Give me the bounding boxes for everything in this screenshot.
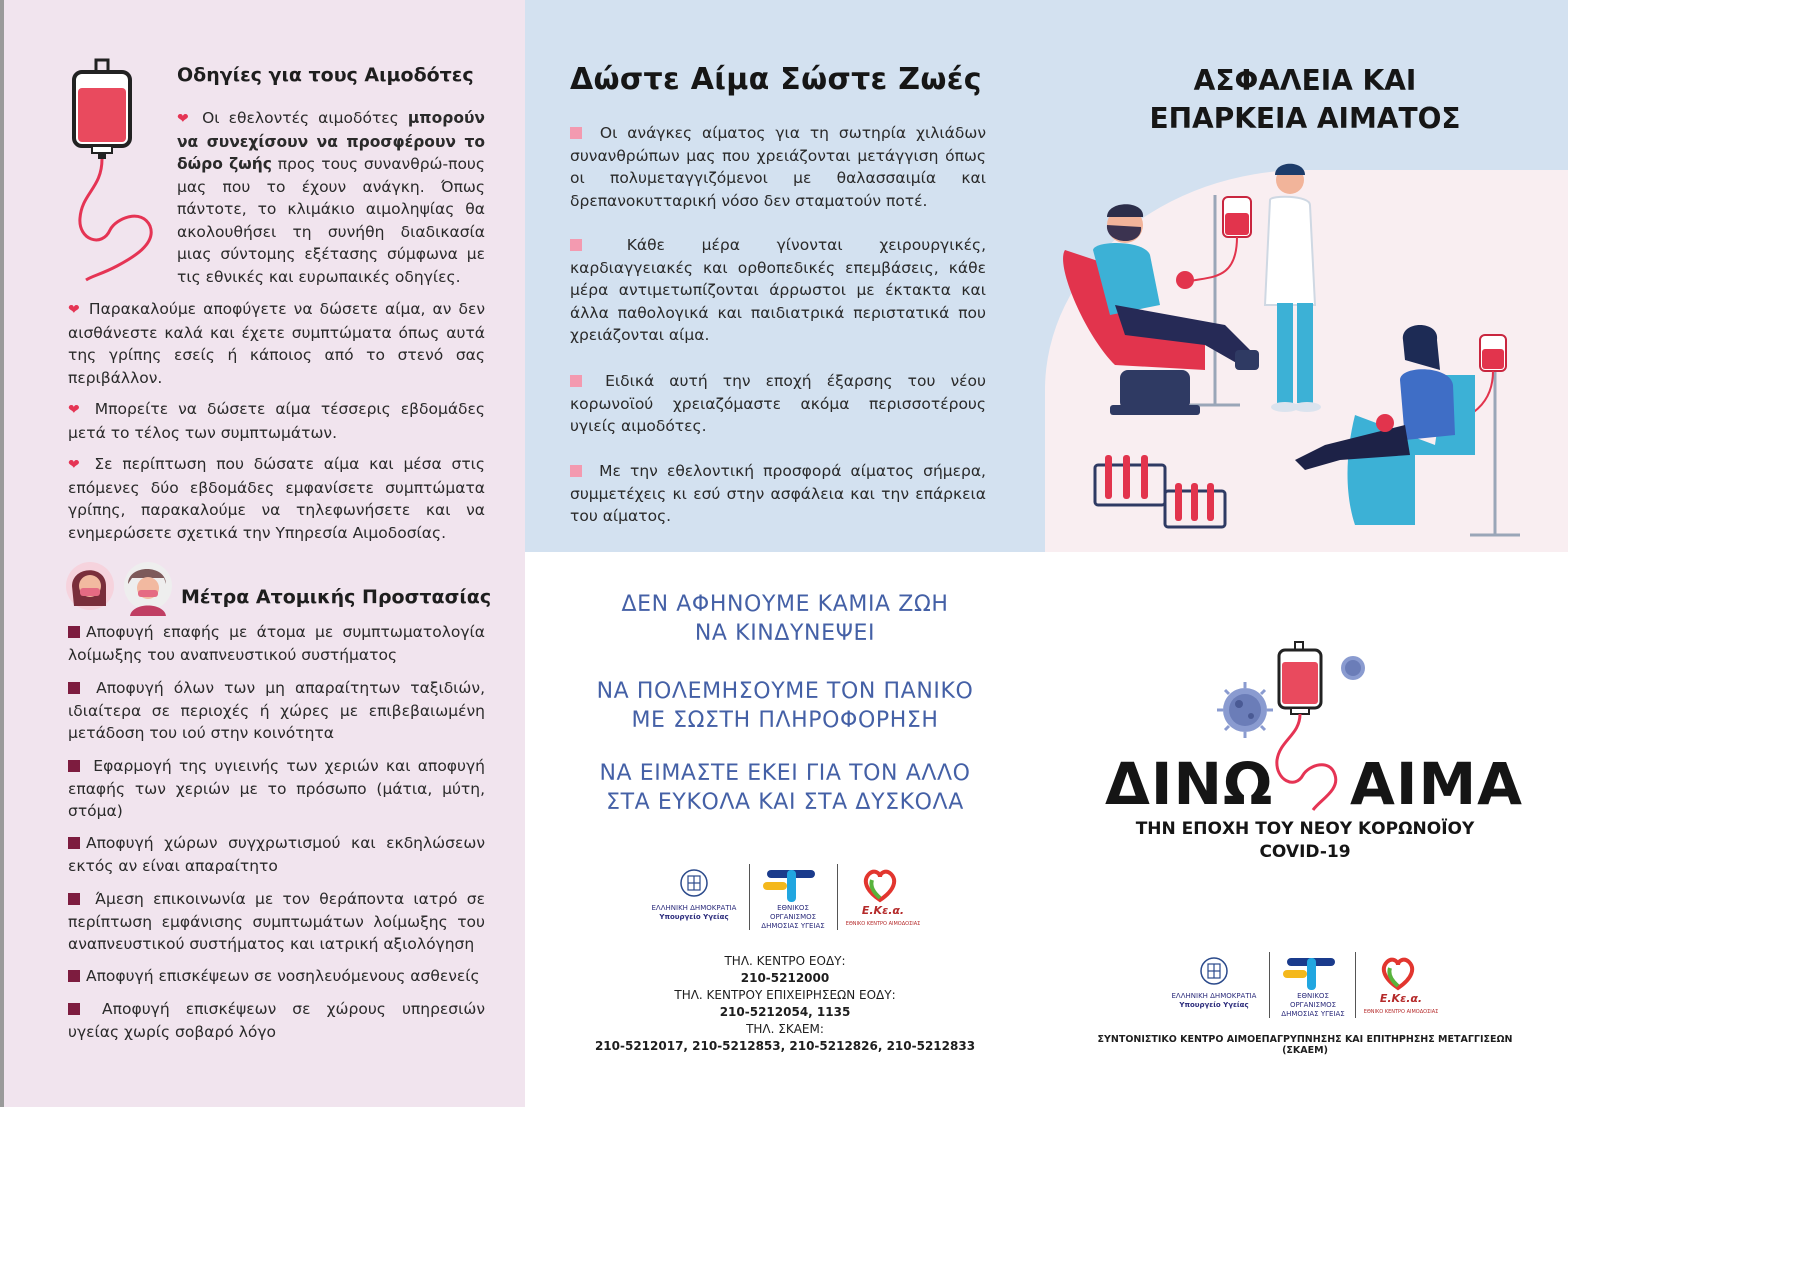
logo-divider xyxy=(1355,952,1356,1018)
greek-emblem-icon xyxy=(679,868,709,898)
contact-block: ΤΗΛ. ΚΕΝΤΡΟ ΕΟΔΥ: 210-5212000 ΤΗΛ. ΚΕΝΤΡΟΥ ΕΠΙΧΕΙΡΗΣΕΩΝ ΕΟΔΥ: 210-5212054, 1135 ΤΗΛ. ΣΚΑΕΜ: 210-5212017, 210-5212853, 210-5212826, 210-5212833 xyxy=(594,954,976,1053)
blood-donation-illustration xyxy=(1055,155,1555,545)
eody-logo-icon xyxy=(1283,956,1339,990)
protection-item-2: Αποφυγή όλων των μη απαραίτητων ταξιδιών, ιδιαίτερα σε περιοχές ή χώρες με επιβεβαιωμένη μετάδοση του ιού στην κοινότητα xyxy=(68,679,485,742)
protection-item-4: Αποφυγή χώρων συγχρωτισμού και εκδηλώσεων εκτός αν είναι απαραίτητο xyxy=(68,834,485,875)
ekea-logo-icon xyxy=(1379,954,1417,992)
donor-guidelines-heading: Οδηγίες για τους Αιμοδότες xyxy=(177,64,474,86)
logo-divider xyxy=(749,864,750,930)
donor-paragraph-2: ❤ Παρακαλούμε αποφύγετε να δώσετε αίμα, αν δεν αισθάνεστε καλά και έχετε συμπτώματα όπως αυτά της γρίπης εσείς ή κάποιος από το στενό σας περιβάλλον. xyxy=(68,300,485,387)
partner-logos-right xyxy=(1165,950,1445,1022)
ekea-logo-name: Ε.Κε.α. xyxy=(861,904,905,917)
greek-emblem-icon xyxy=(1199,956,1229,986)
slogan-2: ΝΑ ΠΟΛΕΜΗΣΟΥΜΕ ΤΟΝ ΠΑΝΙΚΟ ΜΕ ΣΩΣΤΗ ΠΛΗΡΟΦΟΡΗΣΗ xyxy=(596,679,974,733)
ekea-logo-text: ΕΘΝΙΚΟ ΚΕΝΤΡΟ ΑΙΜΟΔΟΣΙΑΣ xyxy=(1363,1009,1439,1015)
ministry-logo-text: ΕΛΛΗΝΙΚΗ ΔΗΜΟΚΡΑΤΙΑ Υπουργείο Υγείας xyxy=(1171,992,1257,1009)
eody-logo-text: ΕΘΝΙΚΟΣ ΟΡΓΑΝΙΣΜΟΣ ΔΗΜΟΣΙΑΣ ΥΓΕΙΑΣ xyxy=(1281,992,1345,1018)
middle-title: Δώστε Αίμα Σώστε Ζωές xyxy=(570,62,982,97)
protection-item-1: Αποφυγή επαφής με άτομα με συμπτωματολογία λοίμωξης του αναπνευστικού συστήματος xyxy=(68,623,485,664)
ekea-logo-icon xyxy=(861,866,899,904)
protection-item-3: Εφαρμογή της υγιεινής των χεριών και αποφυγή επαφής των χεριών με το πρόσωπο (μάτια, μύτη, στόμα) xyxy=(68,757,485,820)
protection-item-6: Αποφυγή επισκέψεων σε νοσηλευόμενους ασθενείς xyxy=(68,965,485,988)
pink-square-bullet xyxy=(570,127,582,139)
middle-paragraph-2: Κάθε μέρα γίνονται χειρουργικές, καρδιαγγειακές και ορθοπεδικές επεμβάσεις, κάθε μέρα αντιμετωπίζονται άρρωστοι με έκτακτα και άλλα παθολογικά και παιδιατρικά περιστατικά που χρειάζονται αίμα. xyxy=(570,236,986,344)
slogan-3: ΝΑ ΕΙΜΑΣΤΕ ΕΚΕΙ ΓΙΑ ΤΟΝ ΑΛΛΟ ΣΤΑ ΕΥΚΟΛΑ ΚΑΙ ΣΤΑ ΔΥΣΚΟΛΑ xyxy=(599,761,971,815)
masked-people-icon xyxy=(66,556,172,616)
eody-logo-icon xyxy=(763,868,819,902)
heart-icon: ❤ xyxy=(177,111,193,127)
square-bullet xyxy=(68,760,80,772)
page-edge xyxy=(0,0,4,1107)
brand-word-right: ΑΙΜΑ xyxy=(1350,750,1524,818)
pink-square-bullet xyxy=(570,465,582,477)
protection-item-7: Αποφυγή επισκέψεων σε χώρους υπηρεσιών υγείας χωρίς σοβαρό λόγο xyxy=(68,1000,485,1041)
square-bullet xyxy=(68,837,80,849)
heart-icon: ❤ xyxy=(68,402,85,418)
square-bullet xyxy=(68,626,80,638)
square-bullet xyxy=(68,893,80,905)
ekea-logo-name: Ε.Κε.α. xyxy=(1379,992,1423,1005)
square-bullet xyxy=(68,682,80,694)
square-bullet xyxy=(68,1003,80,1015)
eody-logo-text: ΕΘΝΙΚΟΣ ΟΡΓΑΝΙΣΜΟΣ ΔΗΜΟΣΙΑΣ ΥΓΕΙΑΣ xyxy=(761,904,825,930)
logo-divider xyxy=(837,864,838,930)
ministry-logo-text: ΕΛΛΗΝΙΚΗ ΔΗΜΟΚΡΑΤΙΑ Υπουργείο Υγείας xyxy=(651,904,737,921)
right-title: ΑΣΦΑΛΕΙΑ ΚΑΙ ΕΠΑΡΚΕΙΑ ΑΙΜΑΤΟΣ xyxy=(1149,64,1461,135)
donor-paragraph-3: ❤ Μπορείτε να δώσετε αίμα τέσσερις εβδομάδες μετά το τέλος των συμπτωμάτων. xyxy=(68,400,486,442)
heart-icon: ❤ xyxy=(68,457,85,473)
blood-bag-icon xyxy=(62,58,162,283)
protection-item-5: Άμεση επικοινωνία με τον θεράποντα ιατρό σε περίπτωση εμφάνισης συμπτωμάτων λοίμωξης του αναπνευστικού συστήματος και ιατρική αξιολόγηση xyxy=(68,890,485,953)
middle-paragraph-3: Ειδικά αυτή την εποχή έξαρσης του νέου κορωνοϊού χρειαζόμαστε ακόμα περισσοτέρους υγιείς αιμοδότες. xyxy=(570,372,986,435)
brand-word-left: ΔΙΝΩ xyxy=(1105,750,1274,818)
slogan-1: ΔΕΝ ΑΦΗΝΟΥΜΕ ΚΑΜΙΑ ΖΩΗ ΝΑ ΚΙΝΔΥΝΕΨΕΙ xyxy=(621,592,949,646)
brand-subtitle: ΤΗΝ ΕΠΟΧΗ ΤΟΥ ΝΕΟΥ ΚΟΡΩΝΟΪΟΥ COVID-19 xyxy=(1135,819,1475,862)
donor-paragraph-4: ❤ Σε περίπτωση που δώσατε αίμα και μέσα στις επόμενες δύο εβδομάδες εμφανίσετε συμπτώματα γρίπης, παρακαλούμε να τηλεφωνήσετε και να ενημερώσετε σχετικά την Υπηρεσία Αιμοδοσίας. xyxy=(68,455,485,542)
ekea-logo-text: ΕΘΝΙΚΟ ΚΕΝΤΡΟ ΑΙΜΟΔΟΣΙΑΣ xyxy=(845,921,921,927)
logo-divider xyxy=(1269,952,1270,1018)
partner-logos-middle xyxy=(645,862,925,934)
square-bullet xyxy=(68,970,80,982)
donor-paragraph-1: ❤ Οι εθελοντές αιμοδότες μπορούν να συνεχίσουν να προσφέρουν το δώρο ζωής προς τους συνανθρώ-πους μας που το έχουν ανάγκη. Όπως πάντοτε, το κλιμάκιο αιμοληψίας θα ακολουθήσει τη συνήθη διαδικασία μιας σύντομης εξέτασης σύμφωνα με τις εθνικές και ευρωπαικές οδηγίες. xyxy=(177,109,485,286)
pink-square-bullet xyxy=(570,239,582,251)
skaem-footer: ΣΥΝΤΟΝΙΣΤΙΚΟ ΚΕΝΤΡΟ ΑΙΜΟΕΠΑΓΡΥΠΝΗΣΗΣ ΚΑΙ ΕΠΙΤΗΡΗΣΗΣ ΜΕΤΑΓΓΙΣΕΩΝ (ΣΚΑΕΜ) xyxy=(1097,1034,1513,1056)
pink-square-bullet xyxy=(570,375,582,387)
middle-paragraph-1: Οι ανάγκες αίματος για τη σωτηρία χιλιάδων συνανθρώπων μας που χρειάζονται μετάγγιση όπως οι πολυμεταγγιζόμενοι με θαλασσαιμία και δρεπανοκυτταρική νόσο δεν σταματούν ποτέ. xyxy=(570,124,986,210)
middle-paragraph-4: Με την εθελοντική προσφορά αίματος σήμερα, συμμετέχεις κι εσύ στην ασφάλεια και την επάρκεια του αίματος. xyxy=(570,462,986,525)
protection-heading: Μέτρα Ατομικής Προστασίας xyxy=(181,586,492,608)
heart-icon: ❤ xyxy=(68,302,82,318)
